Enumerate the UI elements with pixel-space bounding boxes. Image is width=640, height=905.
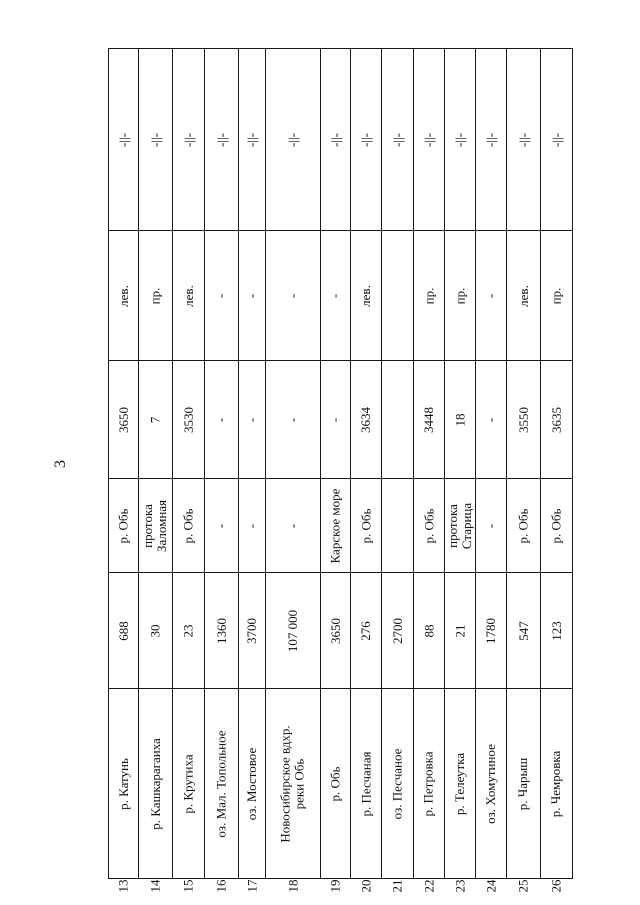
length-cell <box>445 573 475 688</box>
name-cell <box>321 689 350 878</box>
row-number-text: 16 <box>213 879 229 893</box>
row-number-cell <box>507 879 540 893</box>
mouth-cell <box>351 479 381 572</box>
bank-text: - <box>327 293 343 298</box>
bank-text: - <box>483 293 498 298</box>
note-text: -||- <box>515 132 531 147</box>
mouth-cell <box>321 479 350 572</box>
bank-text: лев. <box>180 284 196 307</box>
row-number-cell <box>173 879 204 893</box>
distance-text: 3448 <box>421 406 436 433</box>
bank-cell <box>382 231 413 360</box>
note-text: -||- <box>327 132 343 147</box>
name-text: р. Песчаная <box>358 750 374 817</box>
mouth-cell <box>139 479 172 572</box>
name-cell <box>351 689 381 878</box>
note-text: -||- <box>285 132 300 147</box>
name-text: Новосибирское вдхр. реки Обь <box>278 724 307 843</box>
length-text: 1360 <box>213 617 229 644</box>
distance-text: - <box>244 417 259 422</box>
note-text: -||- <box>213 132 229 147</box>
row-number-text: 18 <box>285 879 300 893</box>
name-cell <box>541 689 572 878</box>
name-text: р. Петровка <box>421 750 436 817</box>
note-cell <box>266 49 320 230</box>
name-cell <box>445 689 475 878</box>
bank-text: - <box>213 293 229 298</box>
length-text: 2700 <box>389 617 405 644</box>
name-text: оз. Песчаное <box>389 748 405 819</box>
row-number-text: 23 <box>452 879 467 893</box>
distance-cell <box>173 361 204 478</box>
bank-cell <box>205 231 238 360</box>
length-cell <box>173 573 204 688</box>
bank-cell <box>239 231 265 360</box>
note-cell <box>321 49 350 230</box>
page-number: 3 <box>52 460 69 468</box>
row-number-cell <box>351 879 381 893</box>
note-cell <box>476 49 506 230</box>
name-text: оз. Мостовое <box>244 747 260 820</box>
distance-cell <box>266 361 320 478</box>
row-number-cell <box>239 879 265 893</box>
note-text: -||- <box>421 132 436 147</box>
bank-text: пр. <box>548 287 564 304</box>
mouth-cell <box>445 479 475 572</box>
note-cell <box>173 49 204 230</box>
mouth-cell <box>239 479 265 572</box>
mouth-text: - <box>213 523 229 528</box>
length-text: 23 <box>180 624 196 637</box>
bank-cell <box>321 231 350 360</box>
note-text: -||- <box>452 132 467 147</box>
length-text: 276 <box>358 620 373 641</box>
mouth-cell <box>382 479 413 572</box>
length-text: 688 <box>115 620 131 641</box>
row-number-text: 22 <box>421 879 436 893</box>
length-cell <box>239 573 265 688</box>
distance-cell <box>414 361 444 478</box>
mouth-text: - <box>285 523 300 528</box>
note-text: -||- <box>389 132 405 147</box>
length-cell <box>351 573 381 688</box>
mouth-text: протока Старица <box>445 502 475 549</box>
note-cell <box>507 49 540 230</box>
mouth-text: р. Обь <box>548 508 564 543</box>
row-number-text: 17 <box>244 879 259 893</box>
bank-text: пр. <box>452 287 467 304</box>
length-cell <box>139 573 172 688</box>
bank-text: пр. <box>421 287 436 304</box>
length-text: 547 <box>515 620 531 641</box>
bank-cell <box>139 231 172 360</box>
name-text: оз. Мал. Топольное <box>213 729 229 838</box>
note-text: -||- <box>147 132 163 147</box>
row-number-text: 14 <box>147 879 163 893</box>
length-cell <box>109 573 138 688</box>
mouth-text: Карское море <box>327 488 343 563</box>
mouth-text: - <box>244 523 259 528</box>
mouth-text: р. Обь <box>180 508 196 543</box>
row-number-cell <box>541 879 572 893</box>
note-text: -||- <box>358 132 373 147</box>
length-cell <box>507 573 540 688</box>
mouth-cell <box>507 479 540 572</box>
row-number-cell <box>205 879 238 893</box>
bank-cell <box>507 231 540 360</box>
name-text: р. Катунь <box>115 757 131 810</box>
length-cell <box>414 573 444 688</box>
name-cell <box>414 689 444 878</box>
length-text: 107 000 <box>285 609 300 652</box>
mouth-text: р. Обь <box>358 508 373 543</box>
row-number-text: 13 <box>115 879 131 893</box>
bank-text: лев. <box>358 284 373 307</box>
row-number-cell <box>139 879 172 893</box>
distance-cell <box>382 361 413 478</box>
bank-cell <box>351 231 381 360</box>
name-text: оз. Хомутиное <box>483 743 498 824</box>
mouth-cell <box>541 479 572 572</box>
bank-cell <box>414 231 444 360</box>
name-text: р. Обь <box>327 766 343 801</box>
table-row-divider <box>572 48 573 878</box>
note-cell <box>139 49 172 230</box>
distance-cell <box>321 361 350 478</box>
row-number-cell <box>266 879 320 893</box>
name-cell <box>205 689 238 878</box>
name-cell <box>476 689 506 878</box>
name-cell <box>382 689 413 878</box>
mouth-cell <box>173 479 204 572</box>
distance-cell <box>205 361 238 478</box>
length-text: 1780 <box>483 617 498 644</box>
length-text: 3700 <box>244 617 259 644</box>
row-number-cell <box>109 879 138 893</box>
row-number-cell <box>414 879 444 893</box>
mouth-text: р. Обь <box>421 508 436 543</box>
name-cell <box>173 689 204 878</box>
distance-text: 3634 <box>358 406 373 433</box>
bank-cell <box>445 231 475 360</box>
distance-text: - <box>285 417 300 422</box>
row-number-cell <box>382 879 413 893</box>
length-text: 123 <box>548 620 564 641</box>
distance-cell <box>507 361 540 478</box>
bank-text: - <box>244 293 259 298</box>
name-cell <box>266 689 320 878</box>
distance-text: 7 <box>147 416 163 423</box>
distance-text: - <box>483 417 498 422</box>
row-number-text: 15 <box>180 879 196 893</box>
bank-cell <box>266 231 320 360</box>
row-number-text: 19 <box>327 879 343 893</box>
mouth-text: р. Обь <box>115 508 131 543</box>
note-cell <box>445 49 475 230</box>
distance-text: 3530 <box>180 406 196 433</box>
mouth-cell <box>476 479 506 572</box>
row-number-cell <box>476 879 506 893</box>
distance-text: - <box>327 417 343 422</box>
length-cell <box>321 573 350 688</box>
length-text: 88 <box>421 624 436 637</box>
row-number-text: 24 <box>483 879 498 893</box>
row-number-cell <box>445 879 475 893</box>
distance-cell <box>239 361 265 478</box>
bank-cell <box>173 231 204 360</box>
name-text: р. Телеутка <box>452 752 468 815</box>
note-cell <box>541 49 572 230</box>
row-number-text: 21 <box>389 879 405 893</box>
name-cell <box>139 689 172 878</box>
distance-text: 3550 <box>515 406 531 433</box>
distance-cell <box>476 361 506 478</box>
mouth-text: протока Заломная <box>140 499 170 552</box>
name-cell <box>507 689 540 878</box>
length-cell <box>476 573 506 688</box>
note-text: -||- <box>115 132 131 147</box>
note-text: -||- <box>483 132 498 147</box>
row-number-text: 25 <box>515 879 531 893</box>
row-number-text: 26 <box>548 879 564 893</box>
distance-text: 18 <box>452 413 467 426</box>
note-text: -||- <box>244 132 259 147</box>
length-cell <box>382 573 413 688</box>
note-cell <box>382 49 413 230</box>
bank-cell <box>541 231 572 360</box>
bank-text: - <box>285 293 300 298</box>
note-cell <box>414 49 444 230</box>
bank-cell <box>476 231 506 360</box>
length-text: 21 <box>452 624 467 637</box>
note-cell <box>109 49 138 230</box>
name-text: р. Чарыш <box>515 757 531 810</box>
mouth-cell <box>205 479 238 572</box>
bank-text: лев. <box>515 284 531 307</box>
length-cell <box>541 573 572 688</box>
mouth-cell <box>109 479 138 572</box>
name-cell <box>239 689 265 878</box>
note-cell <box>351 49 381 230</box>
row-number-cell <box>321 879 350 893</box>
note-text: -||- <box>180 132 196 147</box>
note-text: -||- <box>548 132 564 147</box>
mouth-cell <box>414 479 444 572</box>
distance-cell <box>351 361 381 478</box>
name-text: р. Крутиха <box>180 753 196 814</box>
distance-text: 3650 <box>115 406 131 433</box>
distance-cell <box>445 361 475 478</box>
mouth-cell <box>266 479 320 572</box>
distance-text: 3635 <box>548 406 564 433</box>
bank-text: лев. <box>115 284 131 307</box>
distance-text: - <box>213 417 229 422</box>
name-cell <box>109 689 138 878</box>
note-cell <box>239 49 265 230</box>
distance-cell <box>541 361 572 478</box>
bank-cell <box>109 231 138 360</box>
length-text: 3650 <box>327 617 343 644</box>
length-cell <box>266 573 320 688</box>
name-text: р. Чемровка <box>548 750 564 817</box>
mouth-text: - <box>483 523 498 528</box>
mouth-text: р. Обь <box>515 508 531 543</box>
note-cell <box>205 49 238 230</box>
bank-text: пр. <box>147 287 163 304</box>
length-text: 30 <box>147 624 163 637</box>
distance-cell <box>109 361 138 478</box>
row-number-text: 20 <box>358 879 373 893</box>
name-text: р. Кашкарагаиха <box>147 737 163 830</box>
distance-cell <box>139 361 172 478</box>
length-cell <box>205 573 238 688</box>
